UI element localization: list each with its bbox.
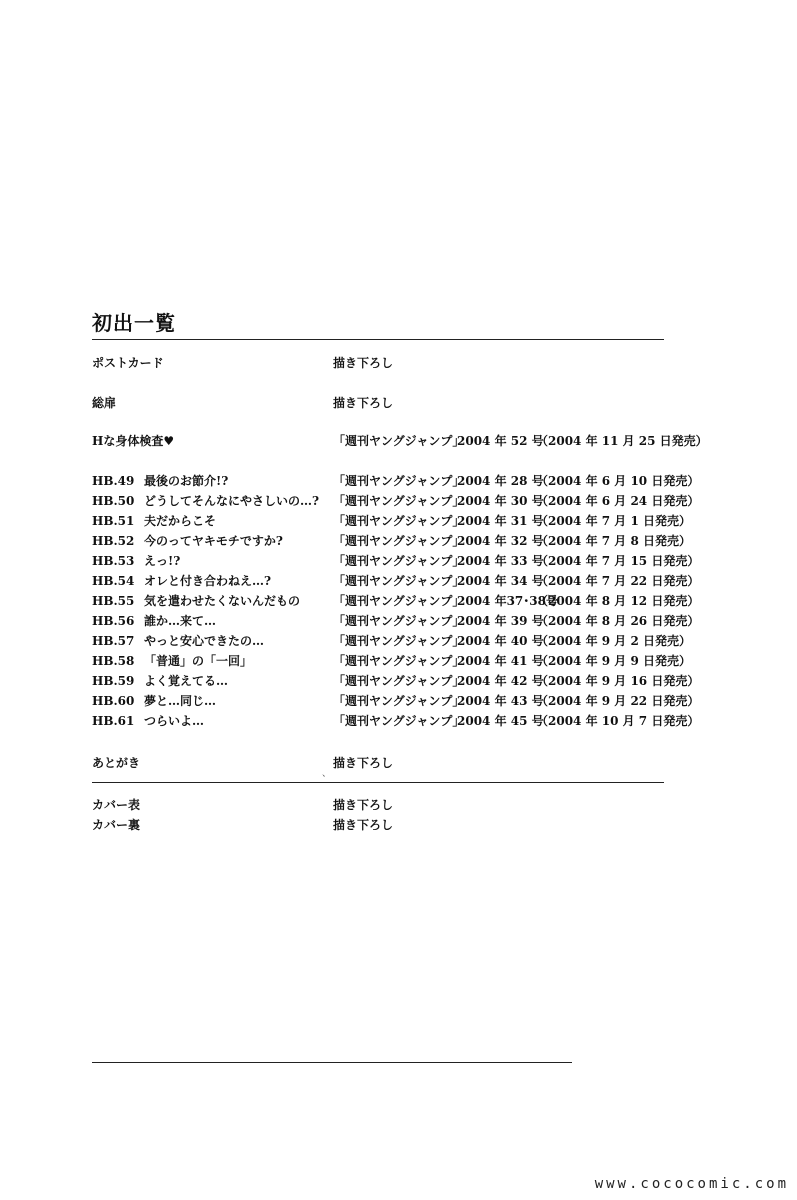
episode-issue: 2004 年 41 号 bbox=[457, 654, 544, 668]
page-title: 初出一覧 bbox=[92, 311, 176, 335]
episode-number: HB.50 bbox=[92, 494, 135, 508]
entry-source: 描き下ろし bbox=[333, 756, 394, 770]
title-divider bbox=[92, 339, 664, 340]
episode-issue: 2004 年 42 号 bbox=[457, 674, 544, 688]
entry-label: 総扉 bbox=[92, 396, 117, 410]
episode-issue: 2004 年 34 号 bbox=[457, 574, 544, 588]
entry-label: カバー裏 bbox=[92, 818, 141, 832]
episode-issue: 2004 年 32 号 bbox=[457, 534, 544, 548]
entry-label: ポストカード bbox=[92, 356, 164, 370]
episode-date: （2004 年 6 月 10 日発売） bbox=[536, 474, 700, 488]
section-divider bbox=[92, 782, 664, 783]
episode-source: 「週刊ヤングジャンプ」 bbox=[333, 674, 465, 688]
episode-title: 夫だからこそ bbox=[144, 514, 217, 528]
episode-date: （2004 年 7 月 1 日発売） bbox=[536, 514, 691, 528]
episode-number: HB.60 bbox=[92, 694, 135, 708]
episode-source: 「週刊ヤングジャンプ」 bbox=[333, 554, 465, 568]
episode-number: HB.58 bbox=[92, 654, 135, 668]
entry-source: 描き下ろし bbox=[333, 396, 394, 410]
episode-number: HB.61 bbox=[92, 714, 135, 728]
episode-date: （2004 年 9 月 16 日発売） bbox=[536, 674, 700, 688]
episode-title: えっ!? bbox=[144, 554, 181, 568]
episode-date: （2004 年 7 月 15 日発売） bbox=[536, 554, 700, 568]
episode-source: 「週刊ヤングジャンプ」 bbox=[333, 654, 465, 668]
episode-number: HB.53 bbox=[92, 554, 135, 568]
entry-label: Hな身体検査♥ bbox=[92, 434, 175, 448]
episode-issue: 2004 年 43 号 bbox=[457, 694, 544, 708]
bottom-rule bbox=[92, 1062, 572, 1063]
entry-issue: 2004 年 52 号 bbox=[457, 434, 544, 448]
episode-title: どうしてそんなにやさしいの…? bbox=[144, 494, 320, 508]
episode-date: （2004 年 9 月 2 日発売） bbox=[536, 634, 691, 648]
entry-source: 「週刊ヤングジャンプ」 bbox=[333, 434, 465, 448]
episode-date: （2004 年 9 月 22 日発売） bbox=[536, 694, 700, 708]
episode-date: （2004 年 7 月 8 日発売） bbox=[536, 534, 691, 548]
watermark: www.cococomic.com bbox=[594, 1176, 789, 1192]
episode-title: 夢と…同じ… bbox=[144, 694, 217, 708]
episode-source: 「週刊ヤングジャンプ」 bbox=[333, 694, 465, 708]
episode-title: 「普通」の「一回」 bbox=[144, 654, 253, 668]
episode-title: 最後のお節介!? bbox=[144, 474, 229, 488]
episode-title: オレと付き合わねえ…? bbox=[144, 574, 272, 588]
episode-number: HB.57 bbox=[92, 634, 135, 648]
episode-issue: 2004 年 28 号 bbox=[457, 474, 544, 488]
episode-number: HB.49 bbox=[92, 474, 135, 488]
entry-label: カバー表 bbox=[92, 798, 141, 812]
entry-date: （2004 年 11 月 25 日発売） bbox=[536, 434, 708, 448]
episode-date: （2004 年 10 月 7 日発売） bbox=[536, 714, 700, 728]
episode-number: HB.54 bbox=[92, 574, 135, 588]
episode-source: 「週刊ヤングジャンプ」 bbox=[333, 574, 465, 588]
episode-source: 「週刊ヤングジャンプ」 bbox=[333, 534, 465, 548]
episode-date: （2004 年 8 月 12 日発売） bbox=[536, 594, 700, 608]
episode-source: 「週刊ヤングジャンプ」 bbox=[333, 634, 465, 648]
episode-date: （2004 年 6 月 24 日発売） bbox=[536, 494, 700, 508]
episode-source: 「週刊ヤングジャンプ」 bbox=[333, 494, 465, 508]
episode-issue: 2004 年37･38号 bbox=[457, 594, 558, 608]
episode-issue: 2004 年 30 号 bbox=[457, 494, 544, 508]
episode-issue: 2004 年 45 号 bbox=[457, 714, 544, 728]
episode-title: 今のってヤキモチですか? bbox=[144, 534, 283, 548]
episode-source: 「週刊ヤングジャンプ」 bbox=[333, 594, 465, 608]
entry-source: 描き下ろし bbox=[333, 818, 394, 832]
entry-label: あとがき bbox=[92, 756, 141, 770]
episode-issue: 2004 年 39 号 bbox=[457, 614, 544, 628]
episode-issue: 2004 年 40 号 bbox=[457, 634, 544, 648]
episode-title: 気を遣わせたくないんだもの bbox=[144, 594, 301, 608]
episode-title: やっと安心できたの… bbox=[144, 634, 265, 648]
stray-mark: 、 bbox=[322, 769, 332, 779]
episode-source: 「週刊ヤングジャンプ」 bbox=[333, 514, 465, 528]
episode-title: よく覚えてる… bbox=[144, 674, 229, 688]
episode-number: HB.59 bbox=[92, 674, 135, 688]
episode-title: 誰か…来て… bbox=[144, 614, 217, 628]
episode-source: 「週刊ヤングジャンプ」 bbox=[333, 614, 465, 628]
episode-number: HB.55 bbox=[92, 594, 135, 608]
episode-number: HB.56 bbox=[92, 614, 135, 628]
episode-date: （2004 年 8 月 26 日発売） bbox=[536, 614, 700, 628]
entry-source: 描き下ろし bbox=[333, 798, 394, 812]
episode-date: （2004 年 7 月 22 日発売） bbox=[536, 574, 700, 588]
episode-source: 「週刊ヤングジャンプ」 bbox=[333, 714, 465, 728]
episode-source: 「週刊ヤングジャンプ」 bbox=[333, 474, 465, 488]
episode-title: つらいよ… bbox=[144, 714, 205, 728]
episode-date: （2004 年 9 月 9 日発売） bbox=[536, 654, 691, 668]
episode-number: HB.51 bbox=[92, 514, 135, 528]
episode-issue: 2004 年 31 号 bbox=[457, 514, 544, 528]
entry-source: 描き下ろし bbox=[333, 356, 394, 370]
episode-number: HB.52 bbox=[92, 534, 135, 548]
episode-issue: 2004 年 33 号 bbox=[457, 554, 544, 568]
